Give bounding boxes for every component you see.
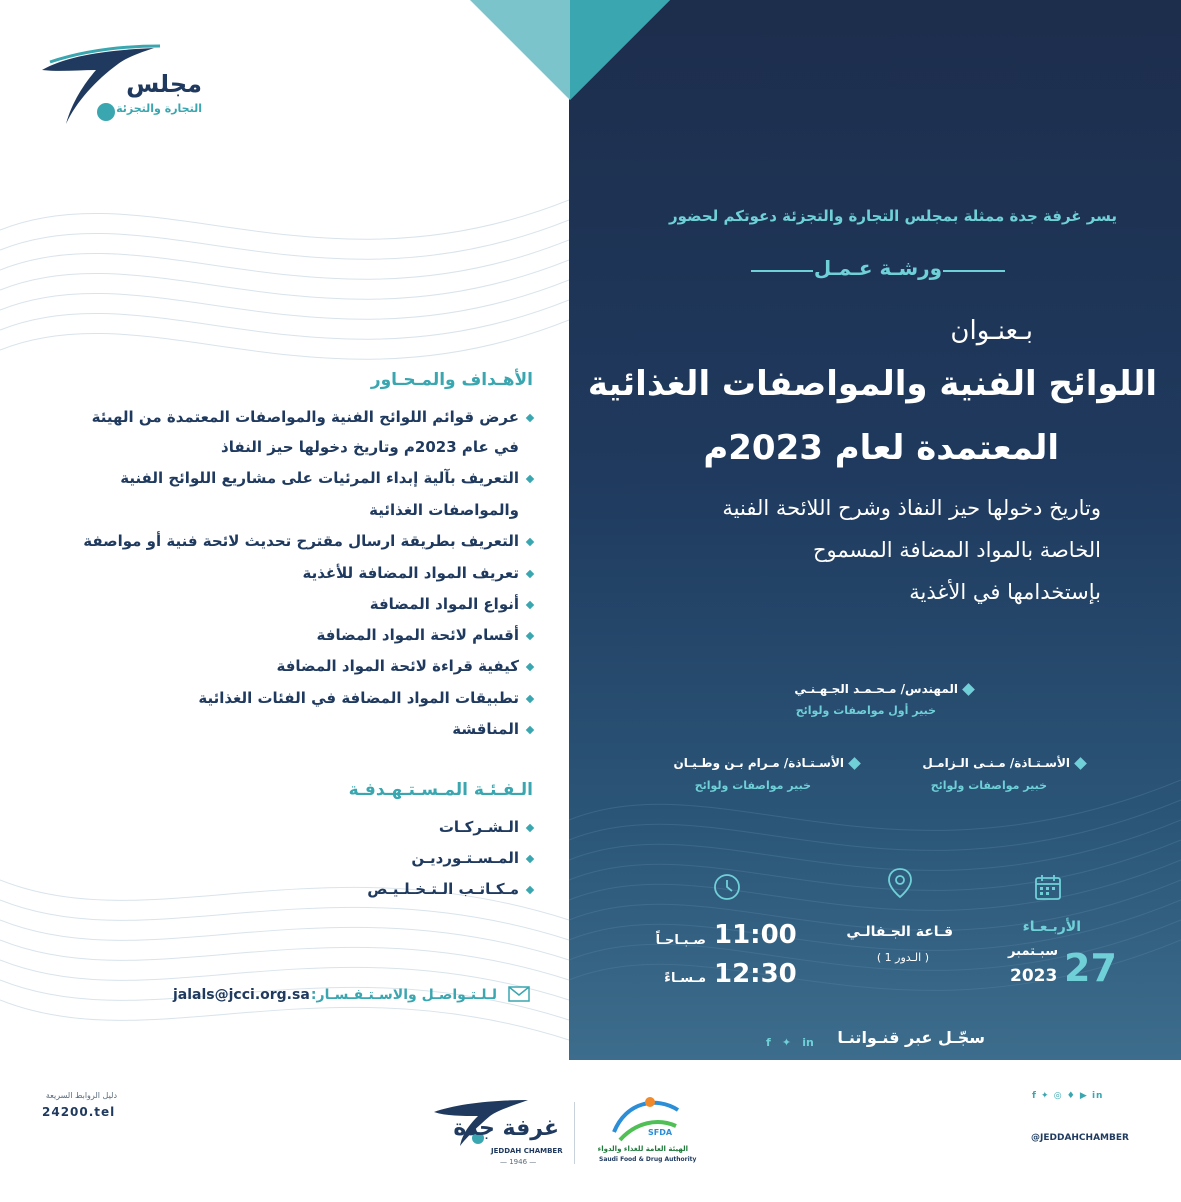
mail-icon bbox=[508, 986, 530, 1002]
time-start-period: صـبـاحـاً bbox=[655, 933, 706, 948]
twitter-icon[interactable]: ✦ bbox=[781, 1036, 792, 1049]
date-month: سبـتمبر bbox=[1008, 944, 1058, 959]
sfda-arabic: الهيئة العامة للغذاء والدواء bbox=[597, 1145, 688, 1153]
objective-item: تطبيقات المواد المضافة في الفئات الغذائية bbox=[33, 689, 533, 707]
time-end: 12:30 bbox=[714, 959, 797, 989]
register-cta: سجّـل عبر قنـواتنـا bbox=[837, 1028, 985, 1047]
calendar-icon bbox=[1034, 873, 1062, 901]
speaker-name: الأسـتـاذة/ مـنـى الـزامـل bbox=[922, 756, 1085, 770]
speaker-role: خبير مواصفات ولوائح bbox=[694, 779, 811, 792]
mesh-wave-decoration bbox=[569, 0, 1181, 1060]
sfda-logo-mark bbox=[606, 1092, 686, 1152]
footer-divider bbox=[574, 1102, 575, 1164]
objective-item: أنواع المواد المضافة bbox=[33, 595, 533, 613]
target-item: الـشـركـات bbox=[33, 818, 533, 836]
event-type-row bbox=[743, 256, 1013, 286]
majlis-logo-subtitle: التجارة والتجزئة bbox=[116, 102, 202, 115]
jeddah-chamber-english: JEDDAH CHAMBER bbox=[491, 1147, 563, 1155]
date-weekday: الأربـعـاء bbox=[1022, 919, 1081, 935]
register-social-icons bbox=[766, 1031, 846, 1050]
event-title-line2: المعتمدة لعام 2023م bbox=[703, 428, 1059, 468]
venue-hall: قـاعة الجـفالـي bbox=[846, 924, 953, 940]
location-pin-icon bbox=[887, 867, 913, 899]
date-day: 27 bbox=[1064, 946, 1117, 990]
objective-item: المناقشة bbox=[33, 720, 533, 738]
target-item: المـسـتـورديـن bbox=[33, 849, 533, 867]
speaker-name: المهندس/ مـحـمـد الجـهـنـي bbox=[794, 682, 973, 696]
objective-item: كيفية قراءة لائحة المواد المضافة bbox=[33, 657, 533, 675]
footer-social-handle[interactable]: @JEDDAHCHAMBER bbox=[1031, 1133, 1129, 1143]
left-panel bbox=[0, 0, 569, 1060]
quick-links-label: دليل الروابط السريعة bbox=[45, 1091, 117, 1100]
objectives-title: الأهـداف والمـحـاور bbox=[370, 370, 533, 390]
time-start: 11:00 bbox=[714, 920, 797, 950]
event-description-line3: بإستخدامها في الأغذية bbox=[909, 580, 1101, 604]
majlis-logo-name: مجلس bbox=[126, 70, 202, 98]
jeddah-chamber-arabic: غرفة جدة bbox=[453, 1116, 559, 1141]
time-end-period: مـسـاءً bbox=[664, 971, 706, 986]
top-triangle-decoration bbox=[470, 0, 670, 100]
event-description-line2: الخاصة بالمواد المضافة المسموح bbox=[812, 538, 1101, 562]
venue-floor: ( الـدور 1 ) bbox=[876, 951, 929, 964]
quick-links-url[interactable]: 24200.tel bbox=[42, 1105, 116, 1119]
contact-email-link[interactable]: jalals@jcci.org.sa bbox=[173, 987, 310, 1003]
speaker-role: خبير أول مواصفات ولوائح bbox=[795, 704, 936, 717]
footer bbox=[0, 1060, 1181, 1202]
contact-label: لـلـتـواصـل والاسـتـفـسـار: bbox=[310, 987, 497, 1003]
sfda-badge: SFDA bbox=[648, 1128, 673, 1137]
mesh-wave-decoration bbox=[0, 0, 569, 1060]
objective-item: عرض قوائم اللوائح الفنية والمواصفات المعتمدة من الهيئة bbox=[33, 408, 533, 426]
speaker-role: خبير مواصفات ولوائح bbox=[930, 779, 1047, 792]
target-item: مـكـاتـب الـتـخـلـيـص bbox=[33, 880, 533, 898]
title-intro: بـعنـوان bbox=[950, 316, 1033, 346]
facebook-icon[interactable]: f bbox=[766, 1036, 771, 1049]
objective-item-continued: والمواصفات الغذائية bbox=[369, 501, 519, 519]
objective-item-continued: في عام 2023م وتاريخ دخولها حيز النفاذ bbox=[221, 438, 519, 456]
objective-item: أقسام لائحة المواد المضافة bbox=[33, 626, 533, 644]
event-description-line1: وتاريخ دخولها حيز النفاذ وشرح اللائحة الفنية bbox=[722, 496, 1101, 520]
objective-item: التعريف بطريقة ارسال مقترح تحديث لائحة فنية أو مواصفة bbox=[33, 532, 533, 550]
objective-item: التعريف بآلية إبداء المرئيات على مشاريع اللوائح الفنية bbox=[33, 469, 533, 487]
right-panel bbox=[569, 0, 1181, 1060]
event-type-label: ورشـة عـمـل bbox=[813, 256, 943, 280]
sfda-english: Saudi Food & Drug Authority bbox=[599, 1156, 697, 1163]
objective-item: تعريف المواد المضافة للأغذية bbox=[33, 564, 533, 582]
speaker-name: الأسـتـاذة/ مـرام بـن وطـيـان bbox=[673, 756, 859, 770]
clock-icon bbox=[712, 872, 742, 902]
event-title-line1: اللوائح الفنية والمواصفات الغذائية bbox=[587, 364, 1157, 404]
linkedin-icon[interactable]: in bbox=[802, 1036, 814, 1049]
jeddah-chamber-year: — 1946 — bbox=[500, 1158, 537, 1166]
target-title: الـفـئـة المـسـتـهـدفـة bbox=[348, 780, 533, 800]
footer-social-icons[interactable]: f ✦ ◎ ♦ ▶ in bbox=[1032, 1091, 1104, 1101]
date-year: 2023 bbox=[1010, 966, 1058, 986]
invitation-text: يسر غرفة جدة ممثلة بمجلس التجارة والتجزئة دعوتكم لحضور bbox=[669, 207, 1117, 225]
